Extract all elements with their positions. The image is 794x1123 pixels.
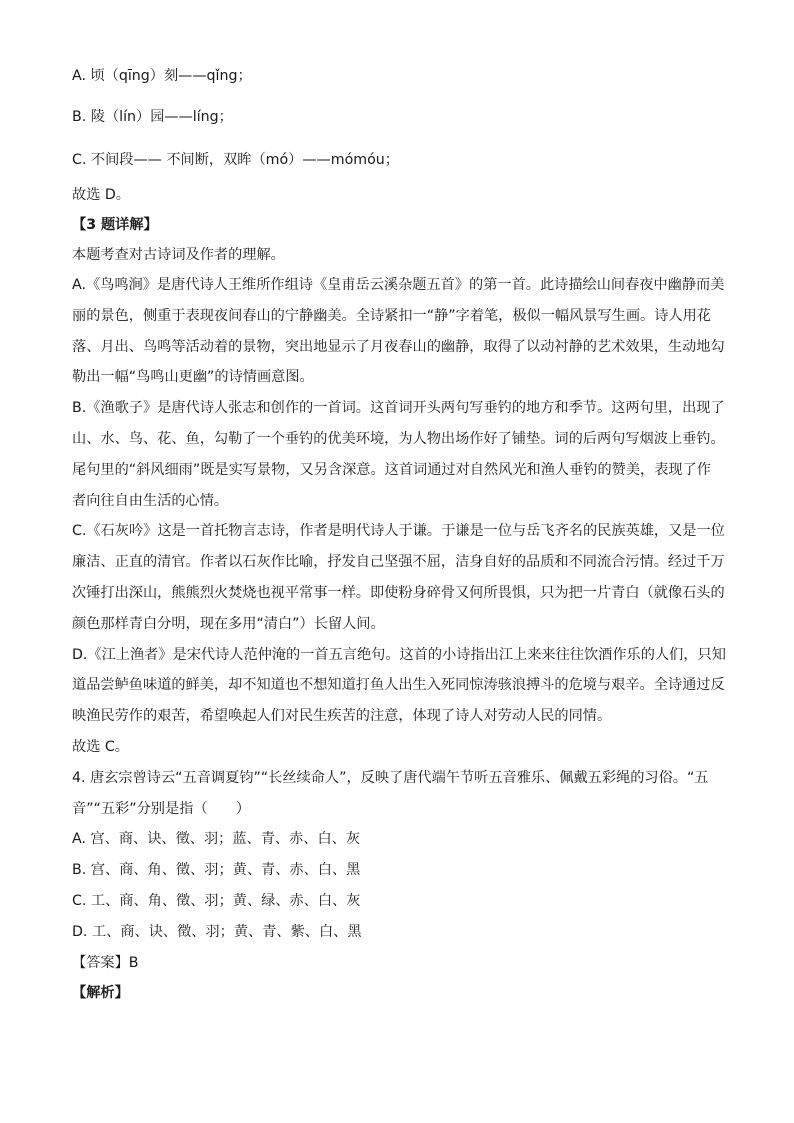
q3-option-b-line: 尾句里的“斜风细雨”既是实写景物，又另含深意。这首词通过对自然风光和渔人垂钓的赞美，表现了作: [72, 461, 711, 478]
q3-option-c-line: 次锤打出深山，熊熊烈火焚烧也视平常事一样。即使粉身碎骨又何所畏惧，只为把一片青白（就像石头的: [72, 584, 725, 601]
q3-option-c-line: C.《石灰吟》这是一首托物言志诗，作者是明代诗人于谦。于谦是一位与岳飞齐名的民族英雄，又是一位: [72, 523, 725, 540]
q3-option-b-line: 者向往自由生活的心情。: [72, 492, 229, 509]
q3-option-b-line: 山、水、鸟、花、鱼，勾勒了一个垂钓的优美环境，为人物出场作好了铺垫。词的后两句写烟波上垂钓。: [72, 430, 725, 447]
q4-stem-line: 4. 唐玄宗曾诗云“五音调夏钧”“长丝续命人”，反映了唐代端午节听五音雅乐、佩戴五彩绳的习俗。“五: [72, 769, 709, 786]
q3-option-c-line: 颜色那样青白分明，现在多用“清白”）长留人间。: [72, 615, 385, 632]
q3-option-c-line: 廉洁、正直的清官。作者以石灰作比喻，抒发自己坚强不屈，洁身自好的品质和不同流合污情。经过千万: [72, 554, 725, 571]
q4-stem: [72, 763, 722, 825]
q3-option-a-line: 落、月出、鸟鸣等活动着的景物，突出地显示了月夜春山的幽静，取得了以动衬静的艺术效果，生动地勾: [72, 338, 725, 355]
q3-option-b: [72, 393, 725, 516]
q3-answer: 故选 C。: [72, 738, 129, 755]
q3-option-a-line: A.《鸟鸣涧》是唐代诗人王维所作组诗《皇甫岳云溪杂题五首》的第一首。此诗描绘山间春夜中幽静而美: [72, 277, 725, 293]
q3-option-d: [72, 640, 726, 732]
q3-option-c: [72, 516, 725, 639]
q2-option-c: C. 不间段—— 不间断，双眸（mó）——mómóu；: [72, 152, 399, 168]
q3-option-d-line: 映渔民劳作的艰苦，希望唤起人们对民生疾苦的注意，体现了诗人对劳动人民的同情。: [72, 708, 612, 725]
q4-option: D. 工、商、诀、徵、羽；黄、青、紫、白、黑: [72, 923, 362, 940]
q3-option-d-line: D.《江上渔者》是宋代诗人范仲淹的一首五言绝句。这首的小诗指出江上来来往往饮酒作乐的人们，只知: [72, 646, 726, 663]
q4-option: B. 宫、商、角、徵、羽；黄、青、赤、白、黑: [72, 862, 361, 879]
q2-option-b: B. 陵（lín）园——líng；: [72, 109, 233, 125]
q3-option-d-line: 道品尝鲈鱼味道的鲜美，却不知道也不想知道打鱼人出生入死同惊涛骇浪搏斗的危境与艰辛。全诗通过反: [72, 677, 725, 694]
document-page: [72, 66, 726, 1009]
q2-option-a: A. 顷（qīng）刻——qǐng；: [72, 68, 252, 84]
q3-option-b-line: B.《渔歌子》是唐代诗人张志和创作的一首词。这首词开头两句写垂钓的地方和季节。这两句里，出现了: [72, 400, 725, 417]
q4-stem-line: 音”“五彩”分别是指（ ）: [72, 800, 251, 817]
q3-option-a-line: 勒出一幅“鸟鸣山更幽”的诗情画意图。: [72, 369, 314, 386]
q4-answer: 【答案】B: [72, 954, 139, 971]
q4-analysis-heading: 【解析】: [72, 985, 129, 1002]
q2-answer: 故选 D。: [72, 187, 130, 203]
q4-option: C. 工、商、角、徵、羽；黄、绿、赤、白、灰: [72, 892, 361, 909]
q3-intro: 本题考查对古诗词及作者的理解。: [72, 247, 285, 263]
q4-options: [72, 824, 722, 947]
q4-option: A. 宫、商、诀、徵、羽；蓝、青、赤、白、灰: [72, 831, 361, 848]
q3-heading: 【3 题详解】: [72, 217, 158, 233]
q3-option-a-line: 丽的景色，侧重于表现夜间春山的宁静幽美。全诗紧扣一“静”字着笔，极似一幅风景写生画。诗人用花: [72, 307, 711, 324]
q3-option-a: [72, 270, 725, 393]
